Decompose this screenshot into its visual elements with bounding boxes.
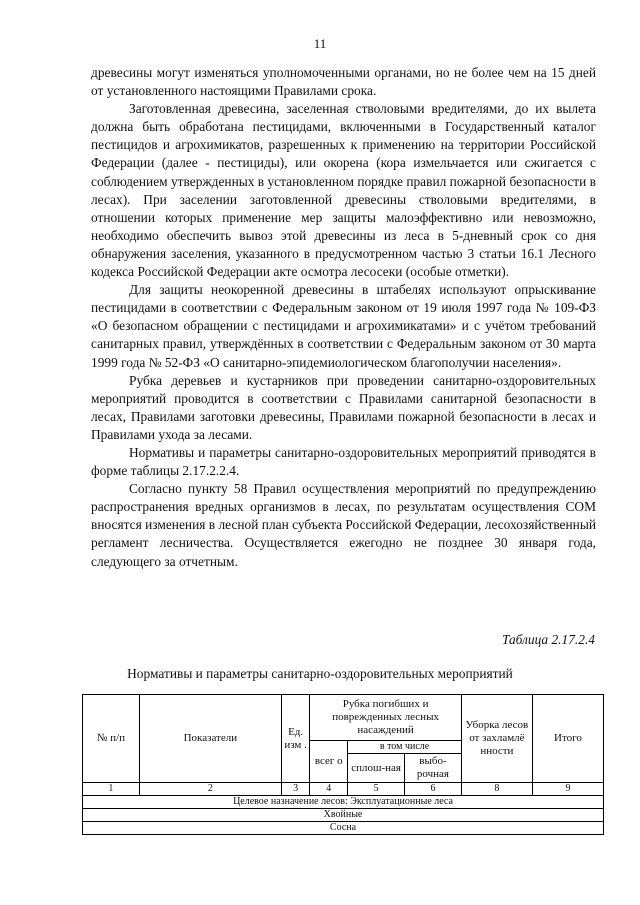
header-unit: Ед. изм . [281, 695, 309, 783]
paragraph: древесины могут изменяться уполномоченными органами, но не более чем на 15 дней от установленного настоящими Правилами срока. [91, 65, 596, 99]
header-including: в том числе [348, 741, 462, 754]
header-indicators: Показатели [139, 695, 281, 783]
body-text [91, 64, 596, 571]
table-caption: Таблица 2.17.2.4 [501, 632, 595, 647]
header-num: № п/п [83, 695, 140, 783]
header-felling: Рубка погибших и поврежденных лесных насаждений [310, 695, 462, 741]
page-number: 11 [313, 36, 327, 51]
column-numbers-row [83, 783, 604, 796]
header-cleanup: Уборка лесов от захламлё нности [461, 695, 532, 783]
paragraph: Согласно пункту 58 Правил осуществления мероприятий по предупреждению распространения вредных организмов в лесах, по результатам осуществления СОМ вносятся изменения в лесной план субъекта Российской Федерации, лесохозяйственный регламент лесничества. Осуществляется ежегодно не позднее 30 января года, следующего за отчетным. [91, 481, 596, 569]
col-number: 1 [83, 783, 140, 796]
header-felling-total: всег о [310, 741, 348, 783]
col-number: 5 [348, 783, 405, 796]
forest-group-row: Хвойные [83, 809, 604, 822]
table-row [83, 822, 604, 835]
col-number: 8 [461, 783, 532, 796]
header-selective-felling: выбо-рочная [405, 754, 462, 783]
paragraph: Рубка деревьев и кустарников при проведении санитарно-оздоровительных мероприятий проводится в соответствии с Правилами санитарной безопасности в лесах, Правилами заготовки древесины, Правилами пожарной безопасности в лесах и Правилами ухода за лесами. [91, 372, 596, 442]
forest-purpose-row: Целевое назначение лесов: Эксплуатационные леса [83, 796, 604, 809]
header-total: Итого [532, 695, 603, 783]
table-title: Нормативы и параметры санитарно-оздоровительных мероприятий [127, 666, 513, 681]
header-clear-felling: сплош-ная [348, 754, 405, 783]
table-row [83, 809, 604, 822]
col-number: 3 [281, 783, 309, 796]
norms-table [82, 694, 604, 835]
table-row [83, 796, 604, 809]
col-number: 6 [405, 783, 462, 796]
paragraph: Для защиты неокоренной древесины в штабелях используют опрыскивание пестицидами в соответствии с Федеральным законом от 19 июля 1997 года № 109-ФЗ «О безопасном обращении с пестицидами и агрохимикатами» и с учётом требований санитарных правил, утверждённых в соответствии с Федеральным законом от 30 марта 1999 года № 52-ФЗ «О санитарно-эпидемиологическом благополучии населения». [91, 282, 596, 370]
col-number: 4 [310, 783, 348, 796]
col-number: 2 [139, 783, 281, 796]
paragraph: Нормативы и параметры санитарно-оздоровительных мероприятий приводятся в форме таблицы 2.17.2.2.4. [91, 444, 596, 479]
paragraph: Заготовленная древесина, заселенная стволовыми вредителями, до их вылета должна быть обработана пестицидами, включенными в Государственный каталог пестицидов и агрохимикатов, разрешенных к применению на территории Российской Федерации (далее - пестициды), или окорена (кора измельчается или сжигается с соблюдением утвержденных в установленном порядке правил пожарной безопасности в лесах). При заселении заготовленной древесины стволовыми вредителями, в отношении которых применение мер защиты малоэффективно или невозможно, необходимо обеспечить вывоз этой древесины из леса в 5-дневный срок со дня обнаружения заселения, указанного в предусмотренном частью 3 статьи 16.1 Лесного кодекса Российской Федерации акте осмотра лесосеки (особые отметки). [91, 101, 596, 280]
col-number: 9 [532, 783, 603, 796]
tree-species-row: Сосна [83, 822, 604, 835]
